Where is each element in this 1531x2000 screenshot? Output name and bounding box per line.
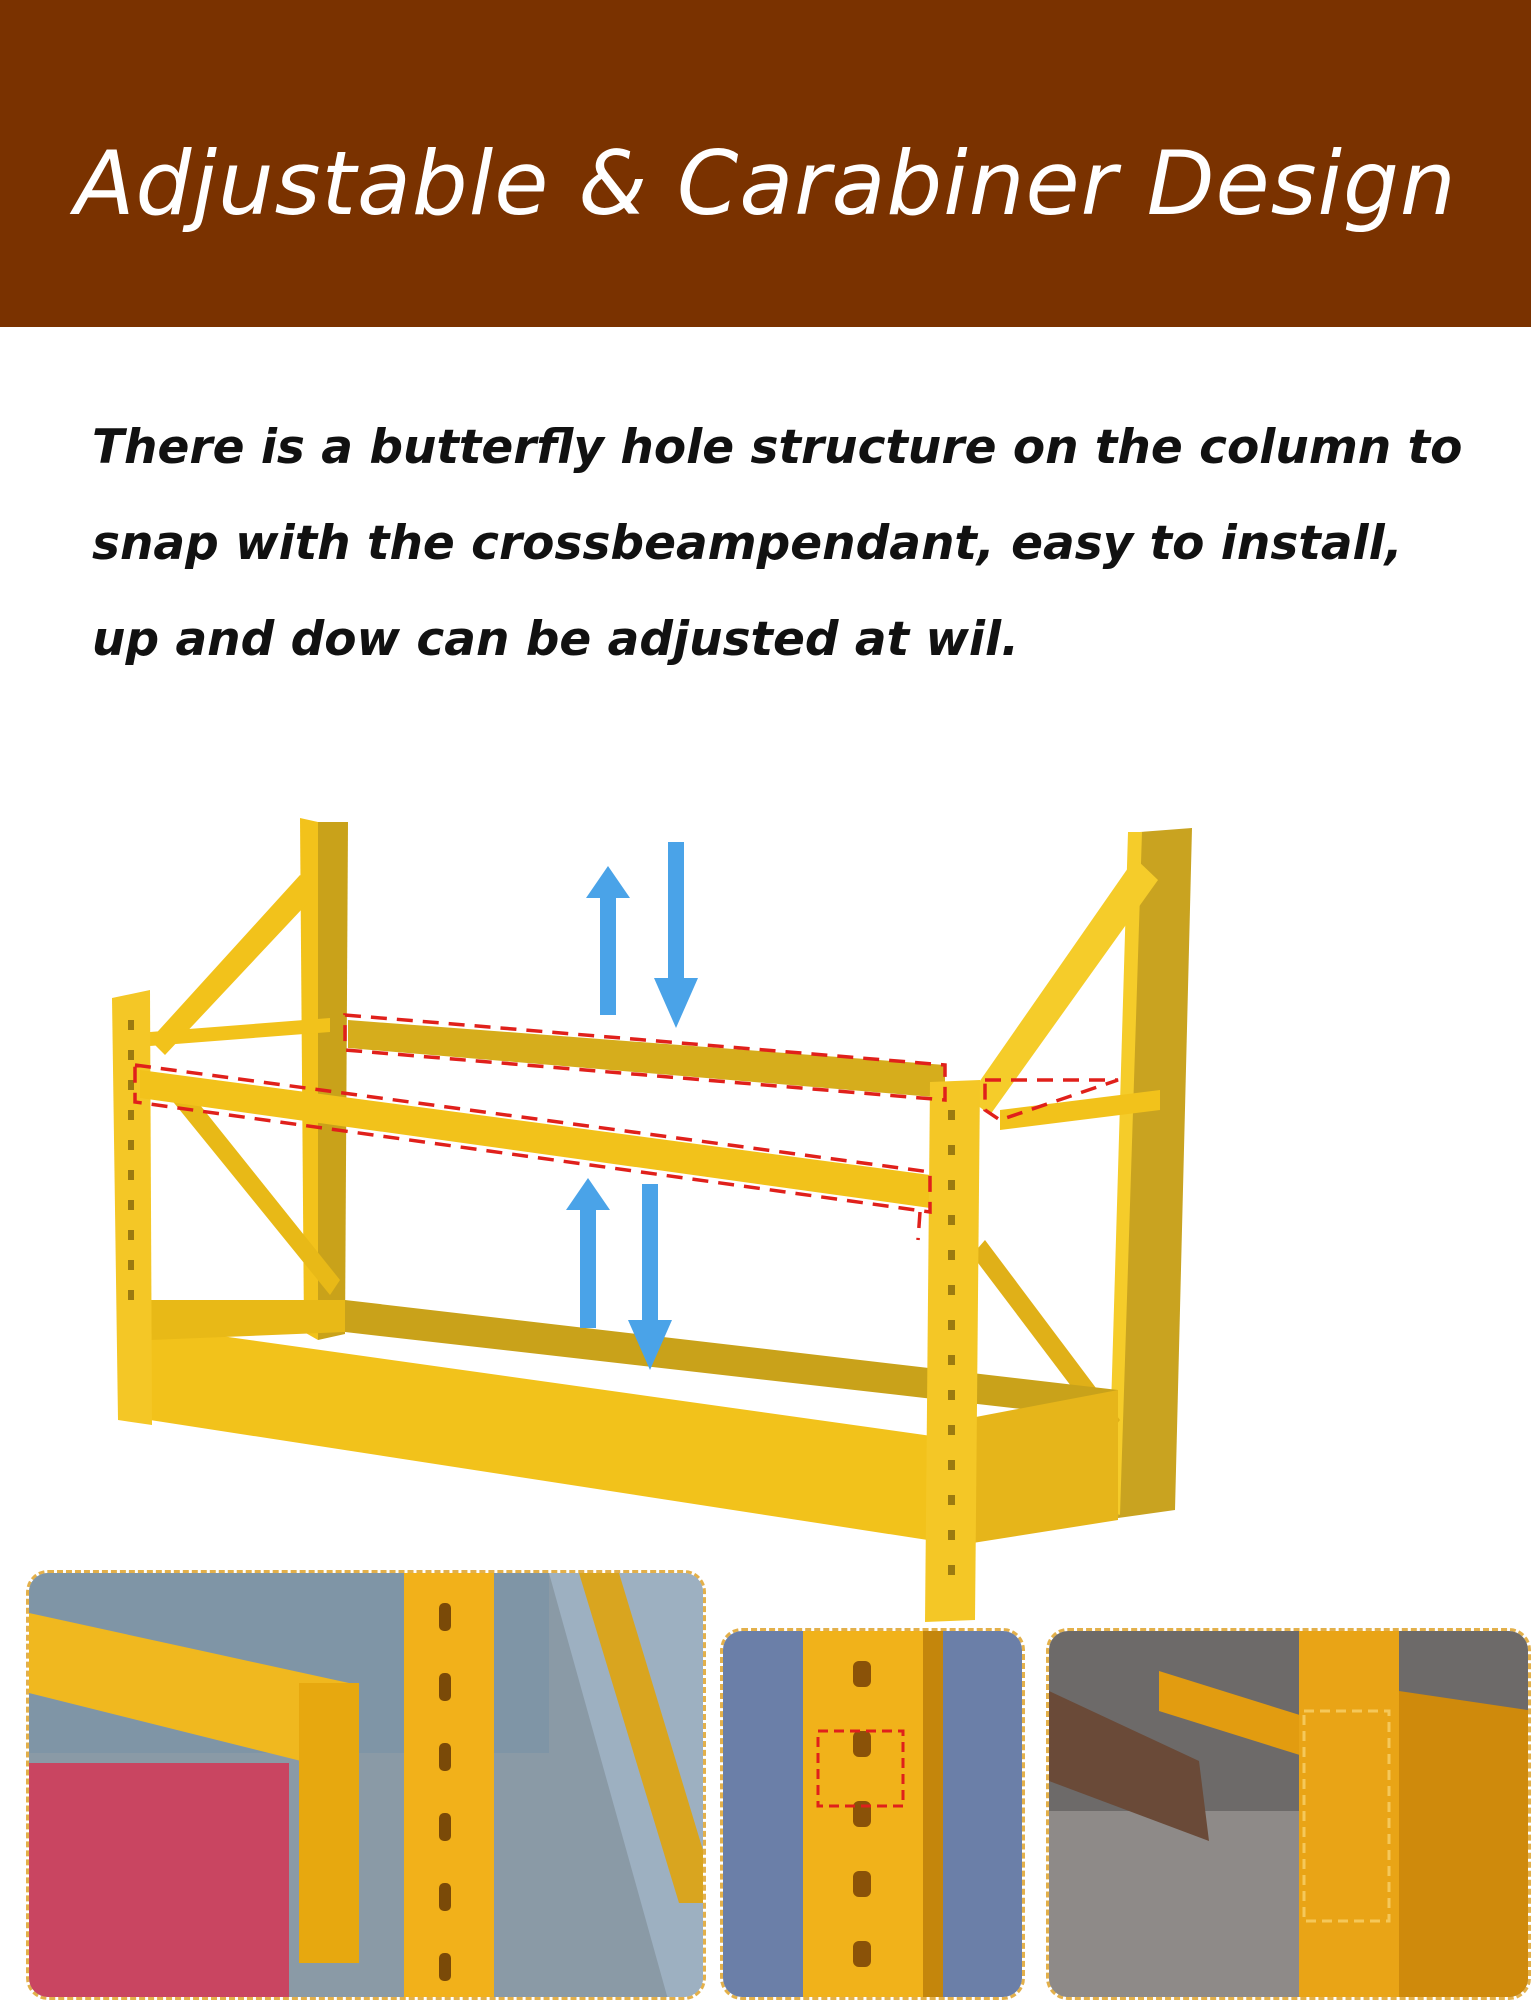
header-banner: [0, 0, 1531, 327]
page-title: Adjustable & Carabiner Design: [74, 132, 1457, 235]
description-line: up and dow can be adjusted at wil.: [92, 612, 1019, 667]
description-line: snap with the crossbeampendant, easy to install,: [92, 516, 1403, 571]
butterfly-hole-photo: [720, 1628, 1025, 2000]
description-line: There is a butterfly hole structure on the column to: [92, 420, 1463, 475]
description: [92, 400, 1472, 688]
up-arrow-icon: [566, 1178, 610, 1328]
up-arrow-icon: [586, 866, 630, 1015]
installation-photo: [1046, 1628, 1531, 2000]
front-right-upright: [925, 1080, 980, 1622]
down-arrow-icon: [654, 842, 698, 1028]
beam-connector-photo: [26, 1570, 706, 2000]
rack-illustration: [0, 780, 1531, 1640]
